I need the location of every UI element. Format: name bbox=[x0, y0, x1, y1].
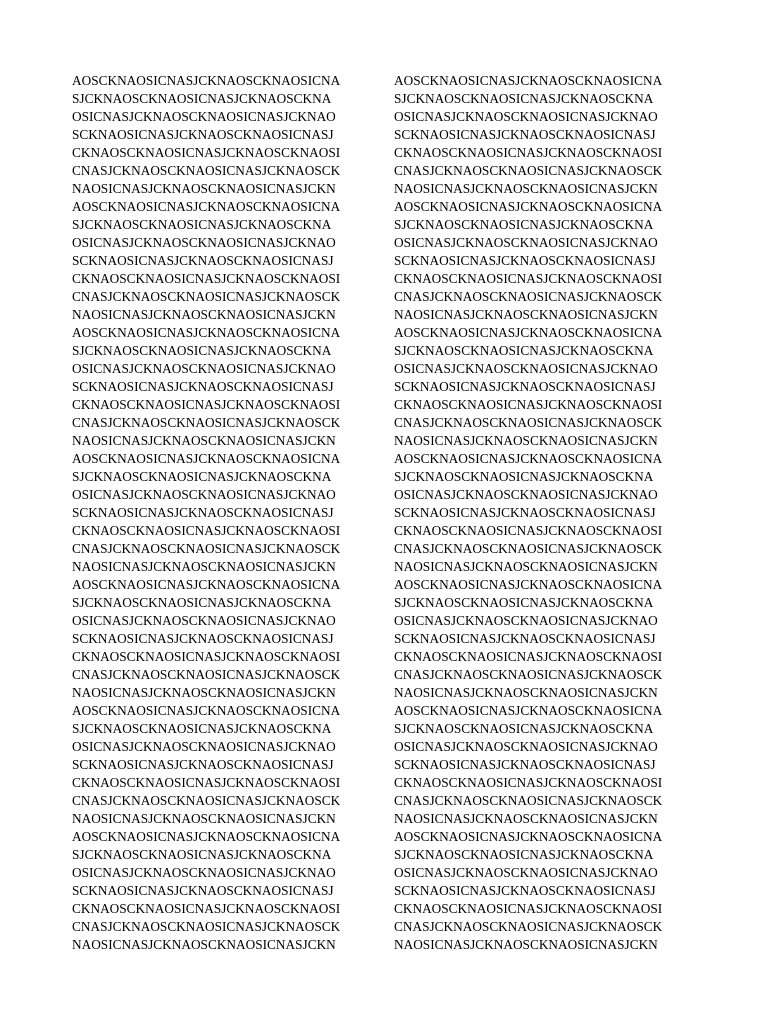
text-line: CKNAOSCKNAOSICNASJCKNAOSCKNAOSI bbox=[72, 397, 341, 412]
text-line: SJCKNAOSCKNAOSICNASJCKNAOSCKNA bbox=[394, 91, 654, 106]
text-line: OSICNASJCKNAOSCKNAOSICNASJCKNAO bbox=[394, 613, 658, 628]
text-line: NAOSICNASJCKNAOSCKNAOSICNASJCKN bbox=[72, 685, 336, 700]
text-line: CKNAOSCKNAOSICNASJCKNAOSCKNAOSI bbox=[72, 523, 341, 538]
text-line: CNASJCKNAOSCKNAOSICNASJCKNAOSCK bbox=[394, 289, 663, 304]
text-line: CKNAOSCKNAOSICNASJCKNAOSCKNAOSI bbox=[72, 145, 341, 160]
text-column-left bbox=[72, 72, 382, 954]
text-line: CNASJCKNAOSCKNAOSICNASJCKNAOSCK bbox=[394, 415, 663, 430]
text-column-right bbox=[394, 72, 704, 954]
text-line: OSICNASJCKNAOSCKNAOSICNASJCKNAO bbox=[72, 361, 336, 376]
text-line: CKNAOSCKNAOSICNASJCKNAOSCKNAOSI bbox=[394, 775, 663, 790]
text-line: AOSCKNAOSICNASJCKNAOSCKNAOSICNA bbox=[72, 199, 341, 214]
text-line: NAOSICNASJCKNAOSCKNAOSICNASJCKN bbox=[72, 937, 336, 952]
text-line: NAOSICNASJCKNAOSCKNAOSICNASJCKN bbox=[72, 433, 336, 448]
text-line: SCKNAOSICNASJCKNAOSCKNAOSICNASJ bbox=[72, 883, 334, 898]
text-line: CNASJCKNAOSCKNAOSICNASJCKNAOSCK bbox=[394, 667, 663, 682]
text-line: SJCKNAOSCKNAOSICNASJCKNAOSCKNA bbox=[394, 595, 654, 610]
text-line: SCKNAOSICNASJCKNAOSCKNAOSICNASJ bbox=[72, 379, 334, 394]
text-line: AOSCKNAOSICNASJCKNAOSCKNAOSICNA bbox=[72, 451, 341, 466]
text-line: AOSCKNAOSICNASJCKNAOSCKNAOSICNA bbox=[394, 577, 663, 592]
text-line: SCKNAOSICNASJCKNAOSCKNAOSICNASJ bbox=[394, 757, 656, 772]
text-line: OSICNASJCKNAOSCKNAOSICNASJCKNAO bbox=[72, 865, 336, 880]
text-line: SJCKNAOSCKNAOSICNASJCKNAOSCKNA bbox=[72, 217, 332, 232]
text-line: AOSCKNAOSICNASJCKNAOSCKNAOSICNA bbox=[72, 325, 341, 340]
text-line: NAOSICNASJCKNAOSCKNAOSICNASJCKN bbox=[394, 307, 658, 322]
text-line: CNASJCKNAOSCKNAOSICNASJCKNAOSCK bbox=[394, 919, 663, 934]
text-line: AOSCKNAOSICNASJCKNAOSCKNAOSICNA bbox=[394, 829, 663, 844]
text-line: SCKNAOSICNASJCKNAOSCKNAOSICNASJ bbox=[72, 757, 334, 772]
text-line: OSICNASJCKNAOSCKNAOSICNASJCKNAO bbox=[394, 739, 658, 754]
text-line: AOSCKNAOSICNASJCKNAOSCKNAOSICNA bbox=[72, 577, 341, 592]
text-line: CNASJCKNAOSCKNAOSICNASJCKNAOSCK bbox=[72, 541, 341, 556]
text-line: CKNAOSCKNAOSICNASJCKNAOSCKNAOSI bbox=[72, 649, 341, 664]
text-line: CNASJCKNAOSCKNAOSICNASJCKNAOSCK bbox=[72, 289, 341, 304]
text-line: CKNAOSCKNAOSICNASJCKNAOSCKNAOSI bbox=[394, 397, 663, 412]
text-line: CKNAOSCKNAOSICNASJCKNAOSCKNAOSI bbox=[72, 775, 341, 790]
text-line: NAOSICNASJCKNAOSCKNAOSICNASJCKN bbox=[394, 181, 658, 196]
text-line: OSICNASJCKNAOSCKNAOSICNASJCKNAO bbox=[72, 487, 336, 502]
text-line: CKNAOSCKNAOSICNASJCKNAOSCKNAOSI bbox=[394, 901, 663, 916]
text-line: SCKNAOSICNASJCKNAOSCKNAOSICNASJ bbox=[72, 253, 334, 268]
text-line: SCKNAOSICNASJCKNAOSCKNAOSICNASJ bbox=[394, 505, 656, 520]
text-line: AOSCKNAOSICNASJCKNAOSCKNAOSICNA bbox=[394, 451, 663, 466]
text-line: SCKNAOSICNASJCKNAOSCKNAOSICNASJ bbox=[394, 883, 656, 898]
text-line: OSICNASJCKNAOSCKNAOSICNASJCKNAO bbox=[72, 739, 336, 754]
text-line: OSICNASJCKNAOSCKNAOSICNASJCKNAO bbox=[394, 865, 658, 880]
text-line: OSICNASJCKNAOSCKNAOSICNASJCKNAO bbox=[72, 613, 336, 628]
text-line: SJCKNAOSCKNAOSICNASJCKNAOSCKNA bbox=[394, 217, 654, 232]
text-line: CKNAOSCKNAOSICNASJCKNAOSCKNAOSI bbox=[394, 145, 663, 160]
text-line: SJCKNAOSCKNAOSICNASJCKNAOSCKNA bbox=[394, 721, 654, 736]
text-line: CNASJCKNAOSCKNAOSICNASJCKNAOSCK bbox=[72, 163, 341, 178]
text-line: AOSCKNAOSICNASJCKNAOSCKNAOSICNA bbox=[394, 199, 663, 214]
text-line: SCKNAOSICNASJCKNAOSCKNAOSICNASJ bbox=[394, 127, 656, 142]
text-line: CNASJCKNAOSCKNAOSICNASJCKNAOSCK bbox=[72, 415, 341, 430]
text-line: AOSCKNAOSICNASJCKNAOSCKNAOSICNA bbox=[72, 73, 341, 88]
text-line: SCKNAOSICNASJCKNAOSCKNAOSICNASJ bbox=[394, 631, 656, 646]
text-line: AOSCKNAOSICNASJCKNAOSCKNAOSICNA bbox=[72, 703, 341, 718]
text-line: NAOSICNASJCKNAOSCKNAOSICNASJCKN bbox=[394, 937, 658, 952]
text-line: NAOSICNASJCKNAOSCKNAOSICNASJCKN bbox=[72, 559, 336, 574]
text-line: SJCKNAOSCKNAOSICNASJCKNAOSCKNA bbox=[394, 343, 654, 358]
text-line: NAOSICNASJCKNAOSCKNAOSICNASJCKN bbox=[394, 685, 658, 700]
text-line: SCKNAOSICNASJCKNAOSCKNAOSICNASJ bbox=[72, 505, 334, 520]
text-line: NAOSICNASJCKNAOSCKNAOSICNASJCKN bbox=[72, 811, 336, 826]
text-line: NAOSICNASJCKNAOSCKNAOSICNASJCKN bbox=[394, 811, 658, 826]
text-line: CNASJCKNAOSCKNAOSICNASJCKNAOSCK bbox=[394, 793, 663, 808]
text-line: CNASJCKNAOSCKNAOSICNASJCKNAOSCK bbox=[394, 541, 663, 556]
text-line: SJCKNAOSCKNAOSICNASJCKNAOSCKNA bbox=[394, 469, 654, 484]
text-line: NAOSICNASJCKNAOSCKNAOSICNASJCKN bbox=[394, 433, 658, 448]
text-line: SJCKNAOSCKNAOSICNASJCKNAOSCKNA bbox=[394, 847, 654, 862]
text-line: CNASJCKNAOSCKNAOSICNASJCKNAOSCK bbox=[394, 163, 663, 178]
text-line: NAOSICNASJCKNAOSCKNAOSICNASJCKN bbox=[72, 181, 336, 196]
text-line: SCKNAOSICNASJCKNAOSCKNAOSICNASJ bbox=[394, 379, 656, 394]
text-line: SJCKNAOSCKNAOSICNASJCKNAOSCKNA bbox=[72, 343, 332, 358]
text-line: SJCKNAOSCKNAOSICNASJCKNAOSCKNA bbox=[72, 469, 332, 484]
text-line: CKNAOSCKNAOSICNASJCKNAOSCKNAOSI bbox=[72, 901, 341, 916]
text-line: CKNAOSCKNAOSICNASJCKNAOSCKNAOSI bbox=[394, 649, 663, 664]
text-line: OSICNASJCKNAOSCKNAOSICNASJCKNAO bbox=[394, 109, 658, 124]
text-line: OSICNASJCKNAOSCKNAOSICNASJCKNAO bbox=[72, 109, 336, 124]
text-line: OSICNASJCKNAOSCKNAOSICNASJCKNAO bbox=[394, 361, 658, 376]
text-line: CNASJCKNAOSCKNAOSICNASJCKNAOSCK bbox=[72, 667, 341, 682]
text-line: SCKNAOSICNASJCKNAOSCKNAOSICNASJ bbox=[72, 127, 334, 142]
text-line: SJCKNAOSCKNAOSICNASJCKNAOSCKNA bbox=[72, 91, 332, 106]
text-line: SJCKNAOSCKNAOSICNASJCKNAOSCKNA bbox=[72, 721, 332, 736]
text-line: SCKNAOSICNASJCKNAOSCKNAOSICNASJ bbox=[72, 631, 334, 646]
text-line: SJCKNAOSCKNAOSICNASJCKNAOSCKNA bbox=[72, 847, 332, 862]
text-line: CNASJCKNAOSCKNAOSICNASJCKNAOSCK bbox=[72, 793, 341, 808]
text-line: OSICNASJCKNAOSCKNAOSICNASJCKNAO bbox=[72, 235, 336, 250]
text-line: NAOSICNASJCKNAOSCKNAOSICNASJCKN bbox=[394, 559, 658, 574]
text-line: NAOSICNASJCKNAOSCKNAOSICNASJCKN bbox=[72, 307, 336, 322]
text-line: SCKNAOSICNASJCKNAOSCKNAOSICNASJ bbox=[394, 253, 656, 268]
text-line: CNASJCKNAOSCKNAOSICNASJCKNAOSCK bbox=[72, 919, 341, 934]
text-line: AOSCKNAOSICNASJCKNAOSCKNAOSICNA bbox=[394, 73, 663, 88]
text-line: CKNAOSCKNAOSICNASJCKNAOSCKNAOSI bbox=[394, 271, 663, 286]
text-line: OSICNASJCKNAOSCKNAOSICNASJCKNAO bbox=[394, 235, 658, 250]
text-line: CKNAOSCKNAOSICNASJCKNAOSCKNAOSI bbox=[72, 271, 341, 286]
text-line: AOSCKNAOSICNASJCKNAOSCKNAOSICNA bbox=[72, 829, 341, 844]
text-line: AOSCKNAOSICNASJCKNAOSCKNAOSICNA bbox=[394, 703, 663, 718]
text-line: AOSCKNAOSICNASJCKNAOSCKNAOSICNA bbox=[394, 325, 663, 340]
text-line: SJCKNAOSCKNAOSICNASJCKNAOSCKNA bbox=[72, 595, 332, 610]
text-line: OSICNASJCKNAOSCKNAOSICNASJCKNAO bbox=[394, 487, 658, 502]
text-line: CKNAOSCKNAOSICNASJCKNAOSCKNAOSI bbox=[394, 523, 663, 538]
